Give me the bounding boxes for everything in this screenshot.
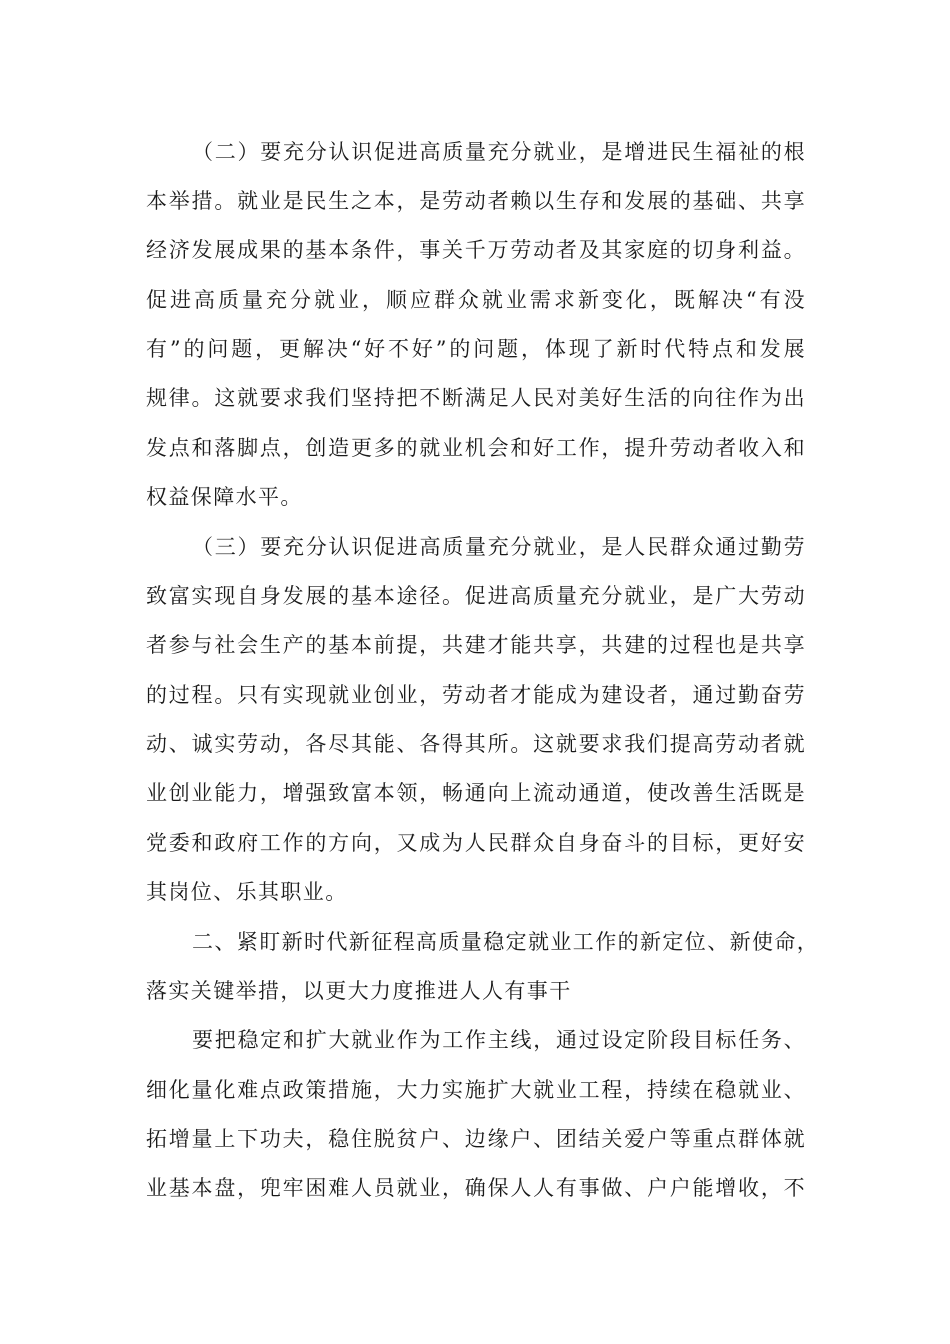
paragraph-3-line-2: 致富实现自身发展的基本途径。促进高质量充分就业，是广大劳动 (146, 584, 806, 608)
paragraph-4-line-2: 细化量化难点政策措施，大力实施扩大就业工程，持续在稳就业、 (146, 1078, 806, 1102)
paragraph-4-line-1: 要把稳定和扩大就业作为工作主线，通过设定阶段目标任务、 (192, 1028, 806, 1052)
paragraph-2-line-7: 发点和落脚点，创造更多的就业机会和好工作，提升劳动者收入和 (146, 436, 806, 460)
section-heading-line-2: 落实关键举措，以更大力度推进人人有事干 (146, 979, 572, 1003)
paragraph-3-line-7: 党委和政府工作的方向，又成为人民群众自身奋斗的目标，更好安 (146, 831, 806, 855)
paragraph-2-line-2: 本举措。就业是民生之本，是劳动者赖以生存和发展的基础、共享 (146, 189, 806, 213)
paragraph-4-line-3: 拓增量上下功夫，稳住脱贫户、边缘户、团结关爱户等重点群体就 (146, 1127, 806, 1151)
paragraph-2-line-8: 权益保障水平。 (146, 485, 303, 509)
paragraph-3-line-6: 业创业能力，增强致富本领，畅通向上流动通道，使改善生活既是 (146, 781, 806, 805)
paragraph-2-line-4: 促进高质量充分就业，顺应群众就业需求新变化，既解决“有没 (146, 288, 806, 312)
paragraph-2-line-3: 经济发展成果的基本条件，事关千万劳动者及其家庭的切身利益。 (146, 238, 806, 262)
paragraph-2-line-5: 有”的问题，更解决“好不好”的问题，体现了新时代特点和发展 (146, 337, 806, 361)
paragraph-2-line-1: （二）要充分认识促进高质量充分就业，是增进民生福祉的根 (192, 140, 806, 164)
section-heading-line-1: 二、紧盯新时代新征程高质量稳定就业工作的新定位、新使命， (192, 930, 820, 954)
paragraph-3-line-8: 其岗位、乐其职业。 (146, 880, 348, 904)
paragraph-3-line-5: 动、诚实劳动，各尽其能、各得其所。这就要求我们提高劳动者就 (146, 732, 806, 756)
paragraph-3-line-4: 的过程。只有实现就业创业，劳动者才能成为建设者，通过勤奋劳 (146, 683, 806, 707)
paragraph-3-line-1: （三）要充分认识促进高质量充分就业，是人民群众通过勤劳 (192, 535, 806, 559)
paragraph-3-line-3: 者参与社会生产的基本前提，共建才能共享，共建的过程也是共享 (146, 633, 806, 657)
paragraph-4-line-4: 业基本盘，兜牢困难人员就业，确保人人有事做、户户能增收，不 (146, 1176, 806, 1200)
paragraph-2-line-6: 规律。这就要求我们坚持把不断满足人民对美好生活的向往作为出 (146, 386, 806, 410)
